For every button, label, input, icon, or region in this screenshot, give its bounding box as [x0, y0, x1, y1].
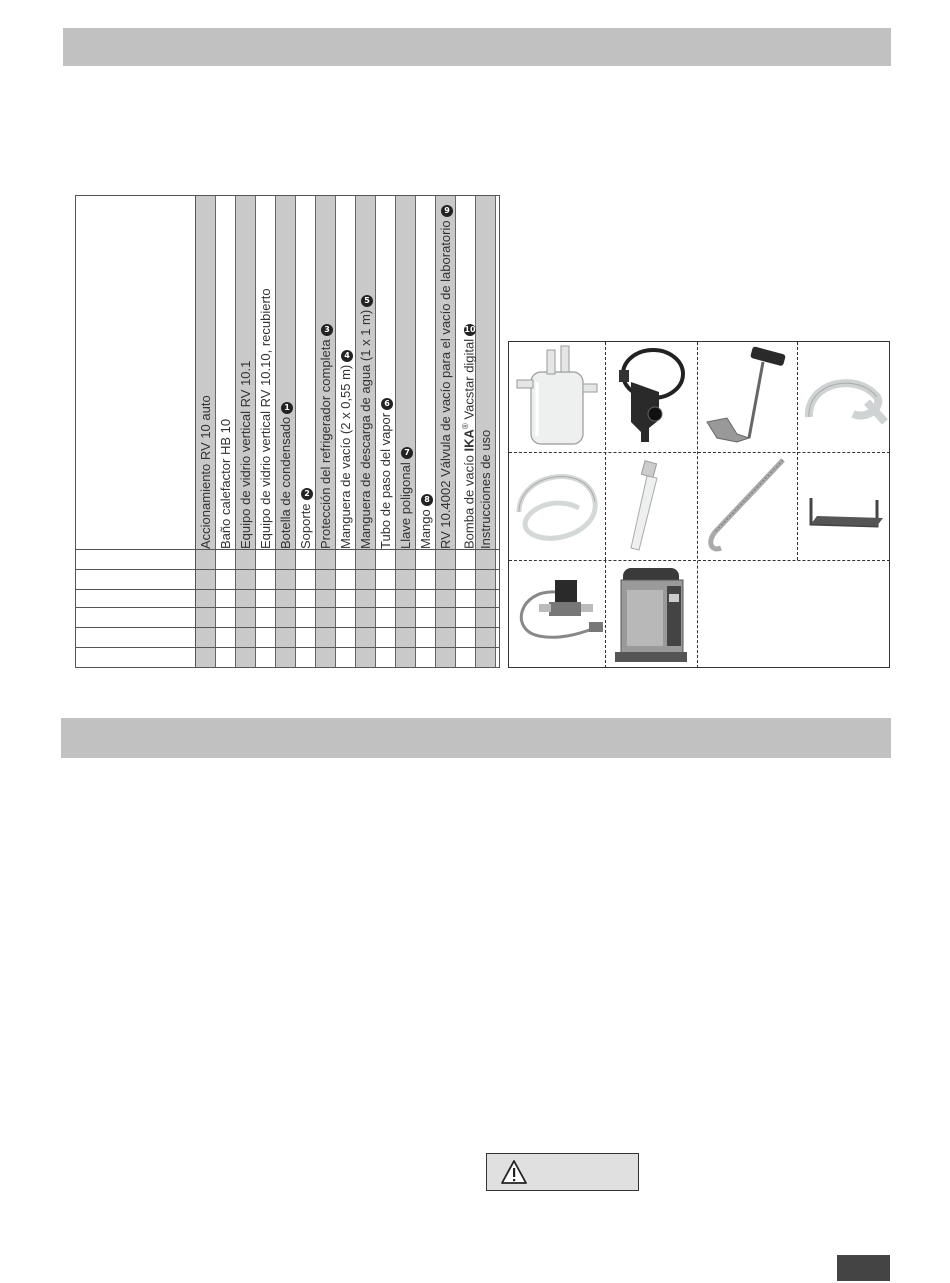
brand-name: IKA: [461, 429, 477, 452]
handle-icon: [797, 452, 890, 560]
callout-number-badge: 6: [381, 398, 393, 410]
table-column: [276, 196, 296, 667]
vacuum-hose-icon: [797, 342, 890, 452]
polygon-wrench-icon: [697, 452, 797, 560]
callout-number-badge: 4: [341, 350, 353, 362]
table-row: [76, 627, 499, 628]
table-column-header: [376, 398, 396, 549]
registered-mark: ®: [461, 423, 470, 430]
column-label-text: Instrucciones de uso: [478, 429, 493, 549]
callout-number-badge: 10: [464, 324, 476, 334]
table-row: [76, 607, 499, 608]
callout-number-badge: 7: [401, 447, 413, 459]
table-row-label-column: [76, 196, 196, 667]
table-column: [216, 196, 236, 667]
table-column: [456, 196, 476, 667]
table-column: [476, 196, 496, 667]
section-header-bar-safety: [61, 718, 891, 758]
callout-number-badge: 8: [421, 494, 433, 506]
section-header-bar-scope: [63, 28, 891, 66]
column-label-text: RV 10.4002 Válvula de vacío para el vacío de laboratorio: [438, 220, 453, 549]
table-column: [236, 196, 256, 667]
table-column: [416, 196, 436, 667]
callout-number-badge: 5: [361, 295, 373, 307]
callout-number-badge: 9: [441, 205, 453, 217]
column-label-text: Protección del refrigerador completa: [318, 339, 333, 549]
table-column: [196, 196, 216, 667]
table-column: [256, 196, 276, 667]
column-label-text: Soporte: [298, 503, 313, 549]
column-label-text: Manguera de vacío (2 x 0,55 m): [338, 364, 353, 549]
warning-box: [486, 1153, 639, 1191]
support-clamp-icon: [605, 342, 697, 452]
table-column: [296, 196, 316, 667]
table-row: [76, 589, 499, 590]
table-column-header: [196, 395, 216, 549]
warning-triangle-icon: [501, 1159, 527, 1185]
scope-of-delivery-table: [75, 195, 500, 668]
water-hose-icon: [509, 452, 605, 560]
vacuum-pump-icon: [605, 560, 697, 668]
callout-number-badge: 2: [301, 488, 313, 500]
column-label-text: Baño calefactor HB 10: [218, 418, 233, 549]
table-column-header: [216, 419, 236, 549]
column-label-text: Equipo de vidrio vertical RV 10.1: [238, 360, 253, 549]
table-column-header: [476, 430, 496, 549]
table-column-header: [416, 494, 436, 549]
table-column-header: [336, 350, 356, 549]
column-label-text: Llave poligonal: [398, 462, 413, 549]
callout-number-badge: 1: [281, 402, 293, 414]
vacuum-valve-icon: [509, 560, 605, 668]
vapor-tube-icon: [605, 452, 697, 560]
column-label-text: Manguera de descarga de agua (1 x 1 m): [358, 309, 373, 549]
table-column-header: [316, 324, 336, 549]
condenser-guard-rod-icon: [697, 342, 797, 452]
column-label-text: Mango: [418, 509, 433, 549]
table-column-header: [456, 324, 476, 549]
column-label-text: Tubo de paso del vapor: [378, 412, 393, 549]
table-column-header: [236, 361, 256, 549]
table-row: [76, 549, 499, 550]
table-column: [376, 196, 396, 667]
column-label-text: Vacstar digital: [461, 338, 477, 424]
table-column-header: [396, 447, 416, 549]
table-column: [336, 196, 356, 667]
accessory-image-grid: [508, 341, 890, 668]
table-column-header: [296, 488, 316, 549]
table-column: [316, 196, 336, 667]
table-column: [356, 196, 376, 667]
table-column-header: [436, 205, 456, 549]
column-label-text: Bomba de vacío: [461, 451, 477, 549]
table-column-header: [356, 295, 376, 549]
table-column-header: [256, 288, 276, 549]
table-row: [76, 647, 499, 648]
callout-number-badge: 3: [321, 324, 333, 336]
column-label-text: Equipo de vidrio vertical RV 10.10, recubierto: [258, 288, 273, 549]
page-number-box: [837, 1255, 890, 1281]
column-label-text: Botella de condensado: [278, 416, 293, 549]
column-label-text: Accionamiento RV 10 auto: [198, 395, 213, 549]
table-column: [396, 196, 416, 667]
table-row: [76, 569, 499, 570]
table-column: [436, 196, 456, 667]
table-column-header: [276, 402, 296, 549]
condensate-bottle-icon: [509, 342, 605, 452]
